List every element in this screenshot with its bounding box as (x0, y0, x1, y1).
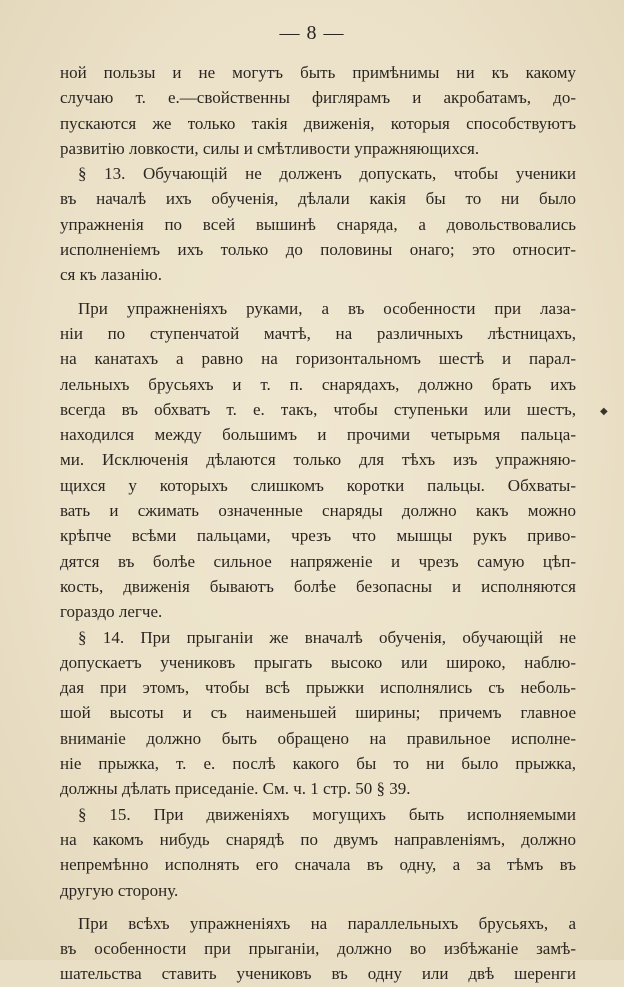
text-line: ся къ лазанію. (60, 265, 162, 285)
page-number: — 8 — (279, 22, 345, 44)
text-line: пускаются же только такія движенія, которыя способствуютъ (60, 113, 576, 133)
text-line: крѣпче всѣми пальцами, чрезъ что мышцы рукъ приво- (60, 526, 576, 546)
text-line: дая при этомъ, чтобы всѣ прыжки исполнялись съ неболь- (60, 678, 576, 698)
text-line: въ началѣ ихъ обученія, дѣлали какія бы то ни было (60, 189, 576, 209)
text-line: § 14. При прыганіи же вначалѣ обученія, обучающій не (78, 627, 576, 647)
text-line: гораздо легче. (60, 602, 163, 622)
text-line: лельныхъ брусьяхъ и т. п. снарядахъ, должно брать ихъ (60, 374, 576, 394)
text-line: шой высоты и съ наименьшей ширины; причемъ главное (60, 703, 576, 723)
text-line: щихся у которыхъ слишкомъ коротки пальцы. Обхваты- (60, 475, 576, 495)
text-line: допускаетъ учениковъ прыгать высоко или широко, наблю- (60, 652, 576, 672)
text-line: упражненія по всей вышинѣ снаряда, а довольствовались (60, 214, 576, 234)
text-line: дятся въ болѣе сильное напряженіе и чрезъ самую цѣп- (60, 551, 576, 571)
text-line: § 15. При движеніяхъ могущихъ быть исполняемыми (78, 804, 576, 824)
text-line: находился между большимъ и прочими четырьмя пальца- (60, 425, 576, 445)
text-line: шательства ставить учениковъ въ одну или двѣ шеренги (60, 964, 576, 984)
text-line: другую сторону. (60, 880, 179, 900)
text-line: вниманіе должно быть обращено на правильное исполне- (60, 728, 576, 748)
text-line: непремѣнно исполнять его сначала въ одну, а за тѣмъ въ (60, 855, 576, 875)
margin-mark-icon: ◆ (600, 406, 608, 417)
text-line: развитію ловкости, силы и смѣтливости упражняющихся. (60, 138, 480, 158)
page-body (60, 60, 576, 987)
text-line: ніи по ступенчатой мачтѣ, на различныхъ лѣстницахъ, (60, 323, 576, 343)
text-line: должны дѣлать приседаніе. См. ч. 1 стр. 50 § 39. (60, 779, 411, 799)
text-line: ніе прыжка, т. е. послѣ какого бы то ни было прыжка, (60, 754, 576, 774)
text-line: на какомъ нибудь снарядѣ по двумъ направленіямъ, должно (60, 829, 576, 849)
text-line: ми. Исключенія дѣлаются только для тѣхъ изъ упражняю- (60, 450, 576, 470)
text-line: кость, движенія бываютъ болѣе безопасны и исполняются (60, 576, 576, 596)
text-line: ной пользы и не могутъ быть примѣнимы ни къ какому (60, 63, 576, 82)
text-line: § 13. Обучающій не долженъ допускать, чтобы ученики (78, 164, 576, 184)
text-line: случаю т. е.—свойственны фиглярамъ и акробатамъ, до- (60, 88, 576, 108)
text-line: вать и сжимать означенные снаряды должно какъ можно (60, 501, 576, 521)
text-line: на канатахъ а равно на горизонтальномъ шестѣ и парал- (60, 349, 576, 369)
text-line: всегда въ обхватъ т. е. такъ, чтобы ступеньки или шестъ, (60, 399, 576, 419)
text-line: въ особенности при прыганіи, должно во избѣжаніе замѣ- (60, 939, 576, 959)
text-line: исполненіемъ ихъ только до половины онаго; это относит- (60, 240, 576, 260)
text-line: При всѣхъ упражненіяхъ на параллельныхъ брусьяхъ, а (78, 913, 576, 933)
text-line: При упражненіяхъ руками, а въ особенности при лаза- (78, 298, 576, 318)
